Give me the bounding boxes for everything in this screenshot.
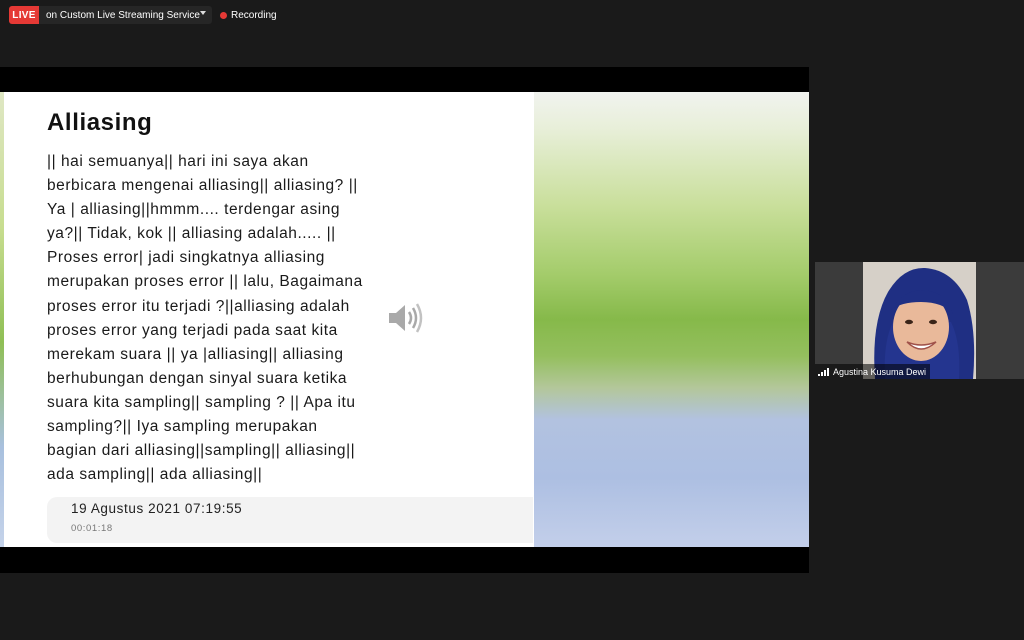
slide-decoration-left bbox=[0, 92, 4, 547]
text-line: sampling?|| Iya sampling merupakan bbox=[47, 418, 318, 436]
signal-strength-icon bbox=[818, 368, 829, 376]
recording-label: Recording bbox=[231, 9, 277, 21]
stream-destination-dropdown[interactable] bbox=[39, 6, 212, 24]
voice-note-card bbox=[47, 497, 533, 543]
text-line: Ya | alliasing||hmmm.... terdengar asing bbox=[47, 201, 341, 219]
slide-body-text bbox=[47, 150, 532, 487]
participant-video-tile[interactable] bbox=[815, 262, 1024, 379]
text-line: Proses error| jadi singkatnya alliasing bbox=[47, 249, 325, 267]
text-line: berhubungan dengan sinyal suara ketika bbox=[47, 369, 348, 387]
speaker-icon[interactable] bbox=[385, 298, 425, 338]
recording-dot-icon bbox=[220, 12, 227, 19]
text-line: bagian dari alliasing||sampling|| alliasing|| bbox=[47, 442, 356, 460]
presentation-slide bbox=[0, 92, 809, 547]
participant-video bbox=[863, 262, 976, 379]
chevron-down-icon[interactable] bbox=[200, 11, 206, 15]
text-line: proses error yang terjadi pada saat kita bbox=[47, 321, 338, 339]
live-badge: LIVE bbox=[9, 6, 39, 24]
recording-indicator[interactable] bbox=[220, 6, 277, 24]
slide-decoration-gradient bbox=[534, 92, 809, 547]
shared-screen bbox=[0, 67, 809, 573]
participant-avatar bbox=[863, 262, 976, 379]
note-duration: 00:01:18 bbox=[71, 523, 113, 534]
text-line: merupakan proses error || lalu, Bagaimana bbox=[47, 273, 363, 291]
stream-destination-label: on Custom Live Streaming Service bbox=[46, 9, 200, 21]
note-timestamp: 19 Agustus 2021 07:19:55 bbox=[71, 501, 243, 516]
participant-name: Agustina Kusuma Dewi bbox=[833, 366, 927, 377]
text-line: ada sampling|| ada alliasing|| bbox=[47, 466, 263, 484]
participant-name-tag bbox=[815, 364, 930, 379]
text-line: suara kita sampling|| sampling ? || Apa itu bbox=[47, 393, 356, 411]
text-line: ya?|| Tidak, kok || alliasing adalah..... || bbox=[47, 225, 336, 243]
text-line: merekam suara || ya |alliasing|| alliasing bbox=[47, 345, 344, 363]
text-line: berbicara mengenai alliasing|| alliasing? || bbox=[47, 177, 358, 195]
text-line: || hai semuanya|| hari ini saya akan bbox=[47, 153, 309, 170]
text-line: proses error itu terjadi ?||alliasing adalah bbox=[47, 297, 350, 315]
slide-title: Alliasing bbox=[47, 109, 153, 136]
